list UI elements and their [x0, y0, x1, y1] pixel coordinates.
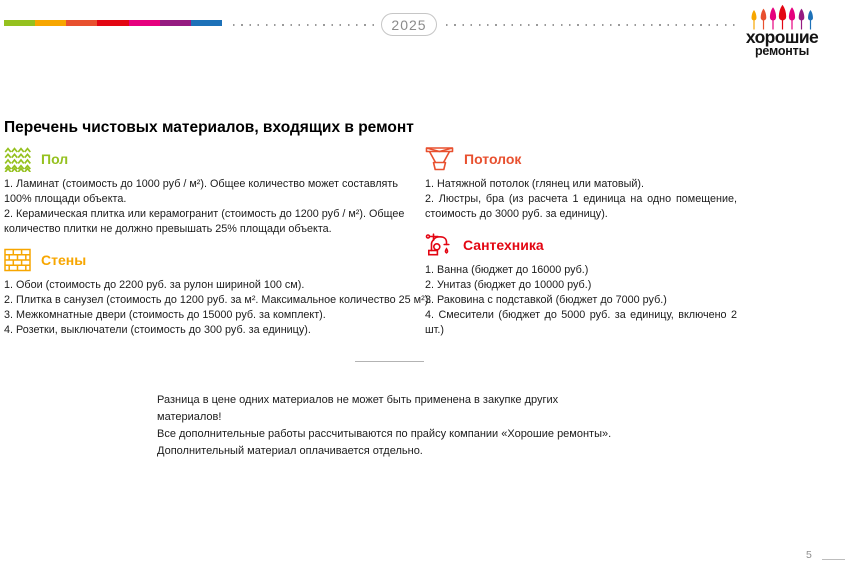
disclaimer-line: Разница в цене одних материалов не может быть применена в закупке других материалов!: [157, 394, 559, 423]
page-number: 5: [806, 549, 812, 561]
list-item: 4. Смесители (бюджет до 5000 руб. за единицу, включено 2 шт.): [425, 309, 737, 336]
color-bar-segment: [191, 20, 222, 26]
section-plumbing: [425, 232, 737, 338]
color-bar-segment: [160, 20, 191, 26]
section-ceiling-title: Потолок: [464, 151, 522, 167]
year-badge: [381, 13, 437, 36]
section-floor-header: [4, 146, 410, 172]
ceiling-lamp-icon: [425, 146, 454, 172]
list-item: 1. Ламинат (стоимость до 1000 руб / м²). Общее количество может составлять 100% площади объекта.: [4, 178, 398, 205]
faucet-icon: [425, 232, 453, 259]
section-walls-title: Стены: [41, 252, 87, 268]
brand-color-bar: [4, 20, 222, 26]
left-column: [4, 146, 432, 338]
logo-drops-icon: [749, 3, 815, 30]
company-logo: [744, 3, 820, 57]
color-bar-segment: [4, 20, 35, 26]
section-divider-line: [355, 361, 424, 362]
list-item: 4. Розетки, выключатели (стоимость до 300 руб. за единицу).: [4, 324, 311, 336]
disclaimer-line: Дополнительный материал оплачивается отдельно.: [157, 445, 423, 457]
section-walls: [4, 247, 432, 338]
right-column: [425, 146, 737, 338]
list-item: 1. Обои (стоимость до 2200 руб. за рулон шириной 100 см).: [4, 279, 305, 291]
color-bar-segment: [66, 20, 97, 26]
section-floor: [4, 146, 410, 237]
logo-text-line2: ремонты: [754, 44, 810, 58]
color-bar-segment: [35, 20, 66, 26]
section-walls-header: [4, 247, 410, 273]
disclaimer-line: Все дополнительные работы рассчитываются по прайсу компании «Хорошие ремонты».: [157, 428, 612, 440]
color-bar-segment: [97, 20, 128, 26]
dotted-divider-left: [233, 24, 376, 26]
section-ceiling-text: [425, 177, 737, 222]
list-item: 2. Керамическая плитка или керамогранит (стоимость до 1200 руб / м²). Общее количество плитки не должно превышать 25% площади объекта.: [4, 208, 405, 235]
herringbone-floor-icon: [4, 147, 31, 172]
section-plumbing-title: Сантехника: [463, 237, 544, 253]
brick-wall-icon: [4, 248, 31, 272]
section-plumbing-text: [425, 263, 737, 338]
list-item: 3. Межкомнатные двери (стоимость до 15000 руб. за комплект).: [4, 309, 326, 321]
section-ceiling-header: [425, 146, 737, 172]
logo-text-line1: хорошие: [745, 27, 819, 47]
dotted-divider-right: [446, 24, 736, 26]
year-badge-label: 2025: [391, 16, 427, 33]
color-bar-segment: [129, 20, 160, 26]
section-plumbing-header: [425, 232, 737, 258]
section-walls-text: [4, 278, 432, 338]
list-item: 3. Раковина с подставкой (бюджет до 7000 руб.): [425, 294, 667, 306]
list-item: 1. Натяжной потолок (глянец или матовый).: [425, 178, 645, 190]
list-item: 1. Ванна (бюджет до 16000 руб.): [425, 264, 589, 276]
list-item: 2. Люстры, бра (из расчета 1 единица на одно помещение, стоимость до 3000 руб. за единицу).: [425, 193, 737, 220]
disclaimer-note: [157, 392, 617, 460]
section-ceiling: [425, 146, 737, 222]
page-title: Перечень чистовых материалов, входящих в ремонт: [4, 119, 414, 136]
footer-rule-line: [822, 559, 845, 560]
section-floor-title: Пол: [41, 151, 69, 167]
list-item: 2. Унитаз (бюджет до 10000 руб.): [425, 279, 592, 291]
section-floor-text: [4, 177, 410, 237]
list-item: 2. Плитка в санузел (стоимость до 1200 руб. за м². Максимальное количество 25 м²).: [4, 294, 432, 306]
